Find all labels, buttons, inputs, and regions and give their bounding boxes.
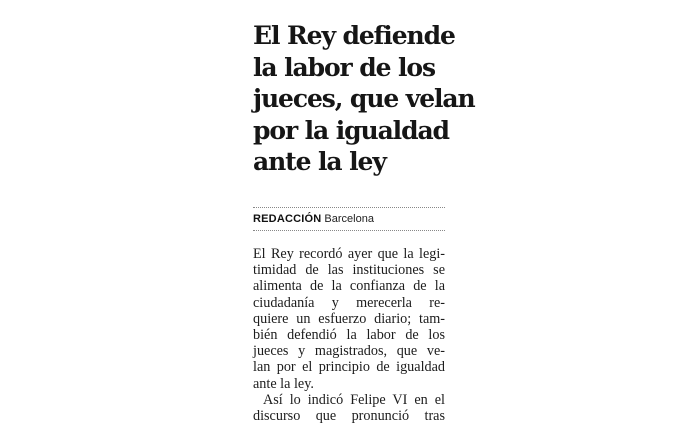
body-line: ante la ley.: [253, 375, 314, 392]
body-line: ciudadanía y merecerla re-: [253, 294, 445, 311]
body-line: lan por el principio de igualdad: [253, 359, 445, 376]
headline-line: la labor de los: [253, 52, 435, 82]
byline-city: Barcelona: [324, 213, 374, 225]
body-line: alimenta de la confianza de la: [253, 278, 445, 295]
byline-author: REDACCIÓN: [253, 213, 322, 225]
headline-line: ante la ley: [253, 147, 386, 176]
headline: [253, 20, 475, 178]
body-line: discurso que pronunció tras: [253, 408, 445, 424]
byline: [253, 207, 445, 231]
body-line: quiere un esfuerzo diario; tam-: [253, 310, 445, 327]
body-line: bién defendió la labor de los: [253, 327, 445, 344]
body-line: Así lo indicó Felipe VI en el: [263, 391, 445, 408]
headline-line: por la igualdad: [253, 115, 449, 145]
news-article: [253, 20, 475, 424]
headline-line: El Rey defiende: [253, 21, 455, 50]
headline-line: jueces, que velan: [253, 84, 475, 113]
body-line: jueces y magistrados, que ve-: [253, 343, 445, 360]
body-line: El Rey recordó ayer que la legi-: [253, 246, 445, 262]
article-body: [253, 246, 445, 424]
body-line: timidad de las instituciones se: [253, 262, 445, 279]
